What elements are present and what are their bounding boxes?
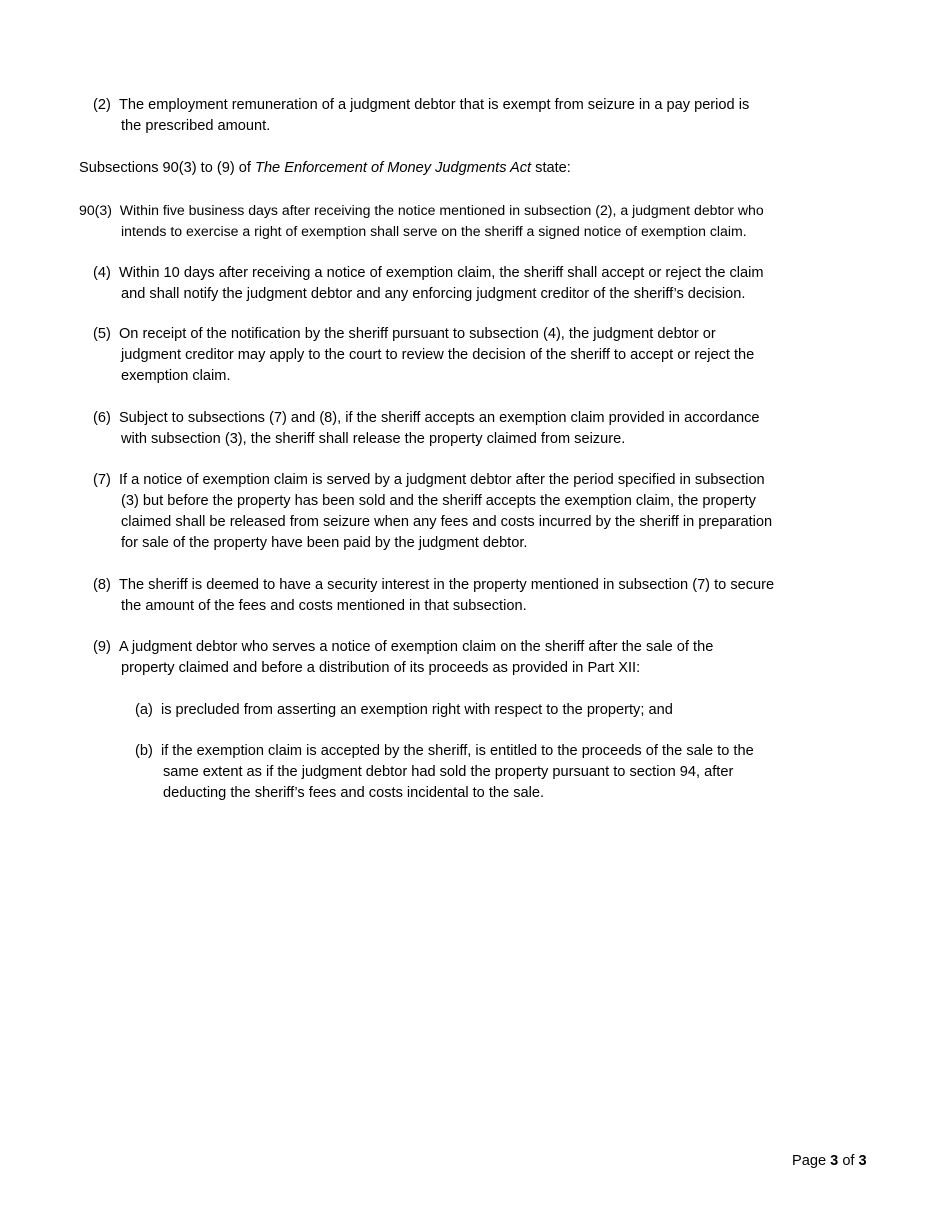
subsection-4 <box>93 263 913 305</box>
subsection-9-marker: (9) <box>93 639 111 655</box>
clause-9a-line-1: is precluded from asserting an exemption right with respect to the property; and <box>160 702 673 718</box>
subsection-90-3-marker: 90(3) <box>79 202 112 218</box>
subsection-7-line-4: for sale of the property have been paid by the judgment debtor. <box>121 535 528 551</box>
page-number-middle: of <box>838 1153 859 1169</box>
intro-before: Subsections 90(3) to (9) of <box>79 160 256 176</box>
clause-9a-marker: (a) <box>135 702 153 718</box>
subsection-6 <box>93 408 913 450</box>
subsection-5-line-1: On receipt of the notification by the sheriff pursuant to subsection (4), the judgment debtor or <box>118 326 716 342</box>
intro-after: state: <box>531 160 571 176</box>
subsection-2-marker: (2) <box>93 97 111 113</box>
subsection-7-line-1: If a notice of exemption claim is served by a judgment debtor after the period specified in subsection <box>118 472 765 488</box>
subsection-9-line-2: property claimed and before a distribution of its proceeds as provided in Part XII: <box>121 660 641 676</box>
clause-9b <box>135 741 895 804</box>
clause-9a <box>135 700 895 721</box>
subsection-6-line-2: with subsection (3), the sheriff shall release the property claimed from seizure. <box>121 431 626 447</box>
subsection-7-line-3: claimed shall be released from seizure when any fees and costs incurred by the sheriff in preparation <box>121 514 773 530</box>
subsection-5 <box>93 324 913 387</box>
act-title: The Enforcement of Money Judgments Act <box>255 160 532 176</box>
subsection-4-line-1: Within 10 days after receiving a notice of exemption claim, the sheriff shall accept or reject the claim <box>118 265 764 281</box>
clause-9b-line-3: deducting the sheriff’s fees and costs incidental to the sale. <box>163 785 545 801</box>
subsection-90-3 <box>79 200 899 242</box>
subsection-9-line-1: A judgment debtor who serves a notice of exemption claim on the sheriff after the sale of the <box>118 639 714 655</box>
subsection-2-line-2: the prescribed amount. <box>121 118 271 134</box>
subsection-6-line-1: Subject to subsections (7) and (8), if the sheriff accepts an exemption claim provided in accordance <box>118 410 760 426</box>
subsection-5-marker: (5) <box>93 326 111 342</box>
subsection-4-marker: (4) <box>93 265 111 281</box>
subsection-2 <box>93 95 893 137</box>
subsection-8-marker: (8) <box>93 577 111 593</box>
page-number-total: 3 <box>858 1153 867 1169</box>
page-number-prefix: Page <box>792 1153 831 1169</box>
subsection-5-line-3: exemption claim. <box>121 368 231 384</box>
page-number <box>792 1151 867 1172</box>
subsection-6-marker: (6) <box>93 410 111 426</box>
subsection-2-line-1: The employment remuneration of a judgment debtor that is exempt from seizure in a pay period is <box>118 97 750 113</box>
subsection-7-marker: (7) <box>93 472 111 488</box>
subsection-9 <box>93 637 913 679</box>
subsection-5-line-2: judgment creditor may apply to the court to review the decision of the sheriff to accept or reject the <box>121 347 755 363</box>
subsection-8 <box>93 575 913 617</box>
subsection-90-3-line-1: Within five business days after receiving the notice mentioned in subsection (2), a judgment debtor who <box>119 202 764 218</box>
subsection-90-3-line-2: intends to exercise a right of exemption shall serve on the sheriff a signed notice of exemption claim. <box>121 223 747 239</box>
intro-paragraph <box>79 158 571 179</box>
clause-9b-line-1: if the exemption claim is accepted by the sheriff, is entitled to the proceeds of the sale to the <box>160 743 754 759</box>
subsection-4-line-2: and shall notify the judgment debtor and any enforcing judgment creditor of the sheriff’s decision. <box>121 286 746 302</box>
subsection-7-line-2: (3) but before the property has been sold and the sheriff accepts the exemption claim, the property <box>121 493 756 509</box>
subsection-8-line-1: The sheriff is deemed to have a security interest in the property mentioned in subsection (7) to secure <box>118 577 775 593</box>
page-number-current: 3 <box>830 1153 839 1169</box>
clause-9b-line-2: same extent as if the judgment debtor had sold the property pursuant to section 94, after <box>163 764 734 780</box>
subsection-7 <box>93 470 913 554</box>
subsection-8-line-2: the amount of the fees and costs mentioned in that subsection. <box>121 598 527 614</box>
clause-9b-marker: (b) <box>135 743 153 759</box>
